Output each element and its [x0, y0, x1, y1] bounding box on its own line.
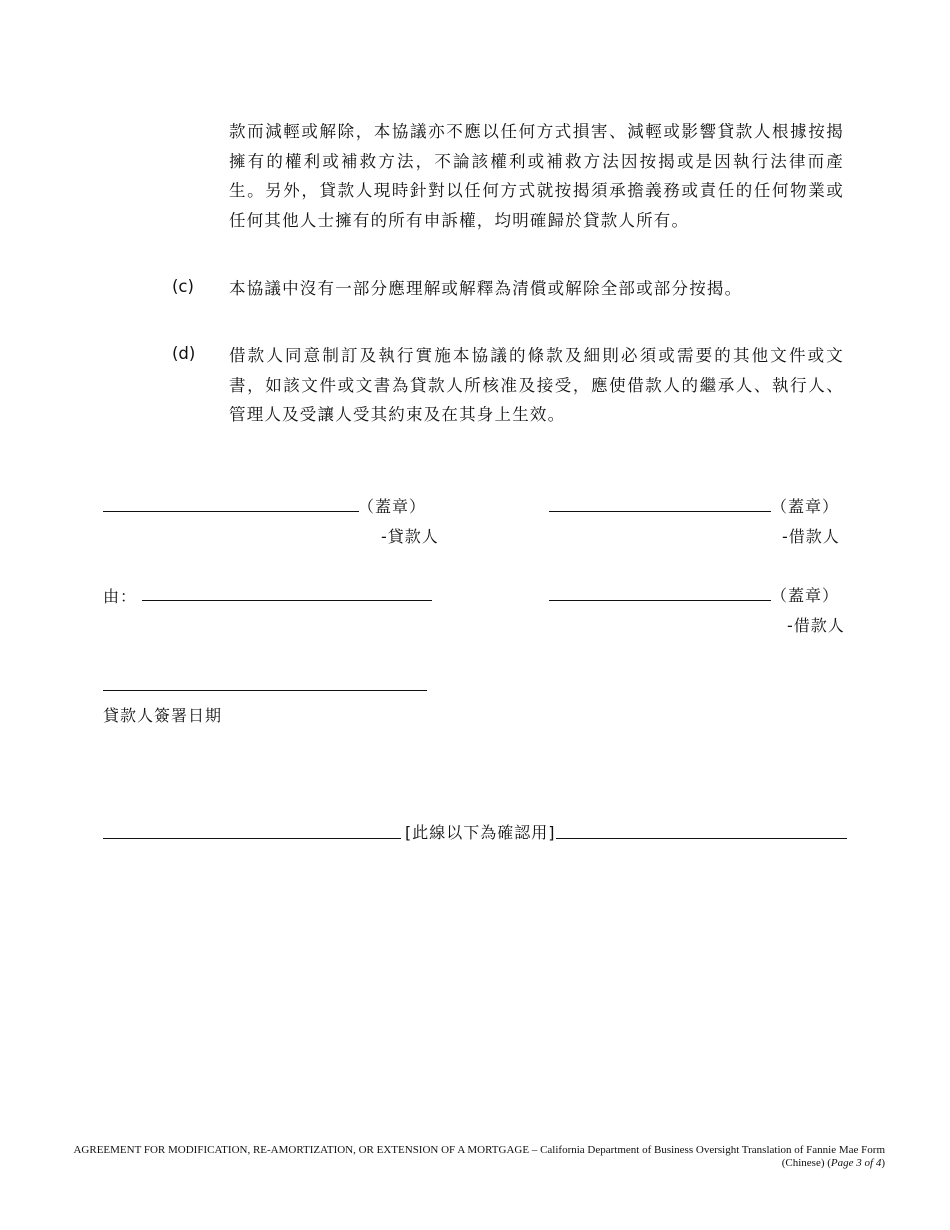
borrower-2-seal-label: （蓋章）	[771, 586, 840, 605]
lender-signature-line[interactable]	[103, 511, 359, 512]
page-footer	[60, 1144, 885, 1170]
borrower-1-seal-label: （蓋章）	[771, 497, 840, 516]
borrower-2-signature-line[interactable]	[549, 600, 771, 601]
footer-language: (Chinese) (	[781, 1157, 831, 1169]
footer-close-paren: )	[881, 1157, 885, 1169]
footer-form-title: AGREEMENT FOR MODIFICATION, RE-AMORTIZATION, OR EXTENSION OF A MORTGAGE – California Department of Business Oversight Translation of Fannie Mae Form	[73, 1144, 885, 1156]
lender-date-line[interactable]	[103, 690, 427, 691]
acknowledgment-divider-label: [此線以下為確認用]	[405, 823, 556, 842]
borrower-1-signature-line[interactable]	[549, 511, 771, 512]
clause-d-label: (d)	[172, 344, 196, 363]
lender-date-label: 貸款人簽署日期	[103, 706, 223, 725]
lender-role-label: -貸款人	[381, 527, 439, 546]
divider-line-right	[556, 838, 847, 839]
lender-seal-label: （蓋章）	[358, 497, 427, 516]
by-label: 由：	[103, 587, 138, 606]
borrower-2-role-label: -借款人	[787, 616, 845, 635]
footer-page-line	[60, 1157, 885, 1170]
clause-c-text: 本協議中沒有一部分應理解或解釋為清償或解除全部或部分按揭。	[229, 279, 743, 298]
footer-page-number: Page 3 of 4	[830, 1157, 882, 1169]
borrower-1-role-label: -借款人	[782, 527, 840, 546]
clause-c-label: (c)	[172, 277, 194, 296]
divider-line-left	[103, 838, 401, 839]
clause-d-text: 借款人同意制訂及執行實施本協議的條款及細則必須或需要的其他文件或文書，如該文件或文書為貸款人所核准及接受，應使借款人的繼承人、執行人、管理人及受讓人受其約束及在其身上生效。	[229, 346, 844, 424]
continuation-paragraph: 款而減輕或解除，本協議亦不應以任何方式損害、減輕或影響貸款人根據按揭擁有的權利或補救方法，不論該權利或補救方法因按揭或是因執行法律而產生。另外，貸款人現時針對以任何方式就按揭須承擔義務或責任的任何物業或任何其他人士擁有的所有申訴權，均明確歸於貸款人所有。	[229, 122, 844, 230]
by-signature-line[interactable]	[142, 600, 432, 601]
